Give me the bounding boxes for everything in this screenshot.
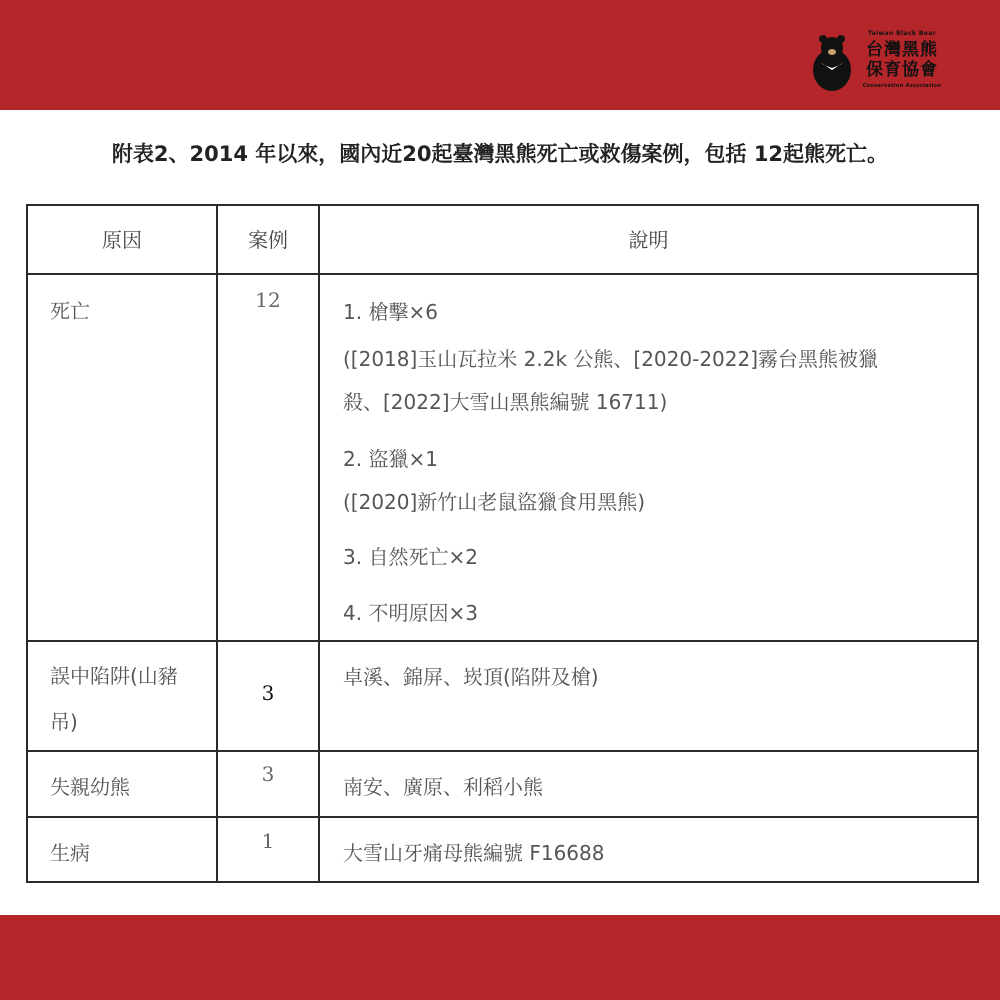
- row-illness-description: 大雪山牙痛母熊編號 F16688: [343, 841, 605, 865]
- row-trap-description: 卓溪、錦屏、崁頂(陷阱及槍): [343, 665, 599, 689]
- row-divider: [26, 750, 979, 752]
- row-illness-reason: 生病: [50, 841, 90, 865]
- association-logo: [810, 30, 950, 96]
- header-description: 說明: [628, 228, 669, 252]
- desc-line: 1. 槍擊×6: [343, 300, 438, 324]
- row-trap-cases: 3: [261, 681, 275, 705]
- desc-line: 殺、[2022]大雪山黑熊編號 16711): [343, 390, 668, 414]
- column-divider: [318, 204, 320, 883]
- table-border-top: [26, 204, 979, 206]
- desc-line: ([2020]新竹山老鼠盜獵食用黑熊): [343, 490, 646, 514]
- row-divider: [26, 640, 979, 642]
- row-divider: [26, 816, 979, 818]
- desc-line: 2. 盜獵×1: [343, 447, 438, 471]
- row-orphan-cases: 3: [261, 762, 275, 786]
- black-bear-icon: [810, 34, 854, 92]
- row-trap-reason-line2: 吊): [50, 710, 78, 734]
- row-death-cases: 12: [255, 288, 281, 312]
- header-cases: 案例: [248, 228, 288, 252]
- logo-english-top: Taiwan Black Bear: [867, 30, 937, 37]
- desc-line: 4. 不明原因×3: [343, 601, 478, 625]
- bottom-banner: [0, 915, 1000, 1000]
- table-border-right: [977, 204, 979, 883]
- logo-chinese-line2: 保育協會: [866, 60, 938, 80]
- table-caption: 附表2、2014 年以來，國內近20起臺灣黑熊死亡或救傷案例，包括 12起熊死亡。: [111, 142, 889, 166]
- row-divider: [26, 273, 979, 275]
- row-illness-cases: 1: [261, 829, 275, 853]
- logo-chinese-line1: 台灣黑熊: [866, 40, 938, 60]
- row-trap-reason-line1: 誤中陷阱(山豬: [50, 664, 178, 688]
- table-border-left: [26, 204, 28, 883]
- desc-line: 3. 自然死亡×2: [343, 545, 478, 569]
- header-reason: 原因: [102, 228, 142, 252]
- table-border-bottom: [26, 881, 979, 883]
- row-orphan-description: 南安、廣原、利稻小熊: [343, 775, 543, 799]
- row-death-reason: 死亡: [50, 299, 90, 323]
- row-orphan-reason: 失親幼熊: [50, 775, 130, 799]
- logo-english-bottom: Conservation Association: [862, 83, 942, 89]
- desc-line: ([2018]玉山瓦拉米 2.2k 公熊、[2020-2022]霧台黑熊被獵: [343, 347, 879, 371]
